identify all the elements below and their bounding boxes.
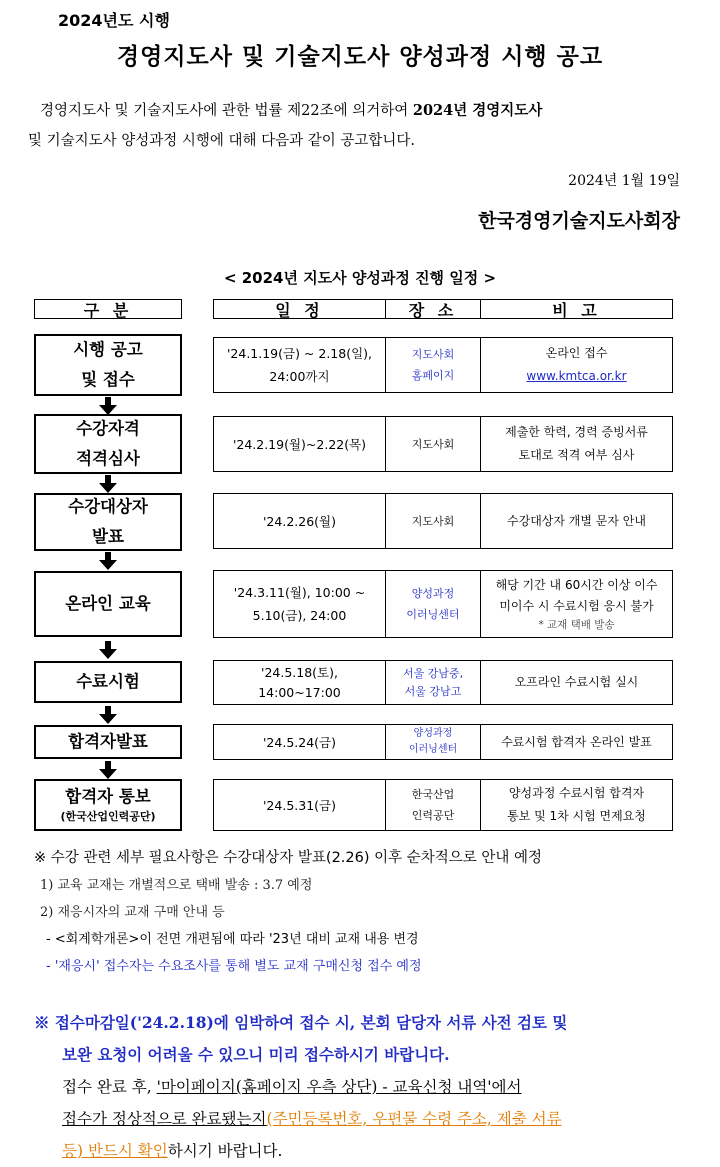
final-line-4	[34, 1103, 684, 1135]
arrow-down-icon	[96, 761, 120, 779]
final-line-5	[34, 1135, 684, 1167]
place-line-1: 지도사회	[411, 348, 455, 361]
place-line-2: 이러닝센터	[406, 608, 460, 621]
place-line-2: 홈페이지	[411, 369, 455, 382]
page-title: 경영지도사 및 기술지도사 양성과정 시행 공고	[116, 44, 604, 70]
row-place	[386, 417, 481, 471]
notice-date: 2024년 1월 19일	[568, 173, 680, 189]
row-note	[481, 780, 672, 830]
schedule-row-5	[213, 660, 673, 705]
row-date	[214, 780, 386, 830]
pretitle: 2024년도 시행	[58, 11, 170, 30]
check-items-end: 등) 반드시 확인	[62, 1142, 168, 1160]
final-line-4a: 접수가 정상적으로 완료됐는지	[62, 1110, 267, 1128]
arrow-down-icon	[96, 552, 120, 570]
place-line-1: 양성과정	[411, 587, 455, 600]
category-line-1: 시행 공고	[73, 340, 143, 359]
row-place	[386, 338, 481, 392]
arrow-down-icon	[96, 641, 120, 659]
category-line-2: 및 접수	[81, 370, 135, 389]
category-line-1: 수료시험	[76, 672, 140, 691]
place-line-2: 이러닝센터	[408, 744, 458, 755]
note-line-1: 양성과정 수료시험 합격자	[508, 786, 645, 800]
note-line-2: 토대로 적격 여부 심사	[518, 448, 635, 462]
check-items: (주민등록번호, 우편물 수령 주소, 제출 서류	[266, 1110, 562, 1128]
note-line-2: 통보 및 1차 시험 면제요청	[507, 809, 646, 823]
schedule-row-2	[213, 416, 673, 472]
row-date	[214, 571, 386, 637]
category-line-1: 합격자 통보	[65, 787, 151, 806]
intro-text-1: 경영지도사 및 기술지도사에 관한 법률 제22조에 의거하여	[40, 103, 413, 119]
date-line-1: '24.5.31(금)	[263, 797, 336, 813]
place-line-2: 인력공단	[411, 809, 455, 822]
notes-section	[34, 845, 694, 980]
note-line-1: 수강대상자 개별 문자 안내	[507, 513, 646, 528]
row-note	[481, 571, 672, 637]
intro-bold: 2024년 경영지도사	[412, 102, 543, 119]
category-sub: (한국산업인력공단)	[60, 810, 156, 823]
date-line-1: '24.1.19(금) ~ 2.18(일),	[226, 346, 373, 361]
note-main: ※ 수강 관련 세부 필요사항은 수강대상자 발표(2.26) 이후 순차적으로 안내 예정	[34, 850, 543, 866]
note-retake-textbook: 2) 재응시자의 교재 구매 안내 등	[40, 905, 225, 920]
final-line-2: 보완 요청이 어려울 수 있으니 미리 접수하시기 바랍니다.	[62, 1045, 450, 1064]
intro-paragraph	[28, 96, 694, 156]
header-note: 비 고	[480, 299, 673, 319]
header-date: 일 정	[213, 299, 386, 319]
place-line-1: 서울 강남중,	[402, 666, 464, 680]
row-date	[214, 338, 386, 392]
category-online-education	[34, 571, 182, 637]
arrow-down-icon	[96, 397, 120, 415]
category-line-1: 수강자격	[76, 419, 140, 438]
final-notice	[34, 1007, 684, 1167]
arrow-down-icon	[96, 475, 120, 493]
date-line-2: 14:00~17:00	[258, 684, 341, 700]
schedule-row-3	[213, 493, 673, 549]
note-accounting-change: - <회계학개론>이 전면 개편됨에 따라 '23년 대비 교재 내용 변경	[46, 932, 419, 947]
category-line-2: 적격심사	[76, 449, 140, 468]
category-line-1: 온라인 교육	[65, 594, 151, 613]
row-place	[386, 780, 481, 830]
header-category: 구 분	[34, 299, 182, 319]
schedule-row-6	[213, 724, 673, 760]
arrow-down-icon	[96, 706, 120, 724]
homepage-link[interactable]: www.kmtca.or.kr	[526, 369, 627, 383]
date-line-1: '24.3.11(월), 10:00 ~	[233, 585, 366, 600]
row-note	[481, 725, 672, 759]
place-line-1: 지도사회	[411, 514, 455, 528]
note-line-1: 온라인 접수	[545, 346, 608, 360]
category-result-announcement	[34, 725, 182, 759]
note-line-1: 오프라인 수료시험 실시	[514, 675, 639, 689]
category-eligibility	[34, 414, 182, 474]
note-line-1: 수료시험 합격자 온라인 발표	[501, 734, 652, 749]
final-line-3a: 접수 완료 후,	[62, 1078, 157, 1096]
schedule-row-4	[213, 570, 673, 638]
note-retake-survey: - '재응시' 접수자는 수요조사를 통해 별도 교재 구매신청 접수 예정	[46, 959, 422, 974]
place-line-1: 지도사회	[411, 437, 455, 451]
row-place	[386, 571, 481, 637]
place-line-1: 한국산업	[411, 788, 455, 801]
row-date	[214, 417, 386, 471]
note-line-3: * 교재 택배 발송	[538, 619, 615, 631]
row-date	[214, 661, 386, 704]
header-place: 장 소	[385, 299, 481, 319]
date-line-2: 5.10(금), 24:00	[252, 608, 347, 623]
final-line-1: ※ 접수마감일('24.2.18)에 임박하여 접수 시, 본회 담당자 서류 사전 검토 및	[34, 1013, 568, 1032]
date-line-1: '24.2.26(월)	[263, 513, 336, 529]
row-note	[481, 661, 672, 704]
row-note	[481, 494, 672, 548]
category-announcement	[34, 334, 182, 396]
date-line-2: 24:00까지	[269, 369, 330, 384]
row-place	[386, 661, 481, 704]
schedule-title: < 2024년 지도사 양성과정 진행 일정 >	[223, 269, 497, 287]
category-selection	[34, 493, 182, 551]
place-line-2: 서울 강남고	[404, 684, 462, 698]
note-line-2: 미이수 시 수료시험 응시 불가	[499, 599, 654, 613]
schedule-row-7	[213, 779, 673, 831]
final-line-5b: 하시기 바랍니다.	[167, 1142, 283, 1160]
date-line-1: '24.5.18(토),	[261, 664, 338, 680]
category-line-1: 합격자발표	[68, 732, 148, 751]
row-date	[214, 494, 386, 548]
category-completion-exam	[34, 661, 182, 703]
date-line-1: '24.5.24(금)	[263, 734, 336, 750]
note-line-1: 해당 기간 내 60시간 이상 이수	[495, 578, 658, 592]
organization-name: 한국경영기술지도사회장	[478, 210, 680, 232]
row-place	[386, 725, 481, 759]
row-note	[481, 338, 672, 392]
mypage-instruction: '마이페이지(홈페이지 우측 상단) - 교육신청 내역'에서	[156, 1078, 522, 1096]
schedule-row-1	[213, 337, 673, 393]
date-line-1: '24.2.19(월)~2.22(목)	[232, 436, 367, 452]
intro-text-2: 및 기술지도사 양성과정 시행에 대해 다음과 같이 공고합니다.	[28, 133, 416, 149]
final-line-3	[34, 1071, 684, 1103]
row-note	[481, 417, 672, 471]
category-line-2: 발표	[92, 527, 124, 546]
row-place	[386, 494, 481, 548]
category-line-1: 수강대상자	[68, 497, 148, 516]
place-line-1: 양성과정	[413, 728, 453, 739]
note-line-1: 제출한 학력, 경력 증빙서류	[505, 425, 648, 439]
category-result-notification	[34, 779, 182, 831]
row-date	[214, 725, 386, 759]
note-textbook-delivery: 1) 교육 교재는 개별적으로 택배 발송 : 3.7 예정	[40, 878, 313, 893]
